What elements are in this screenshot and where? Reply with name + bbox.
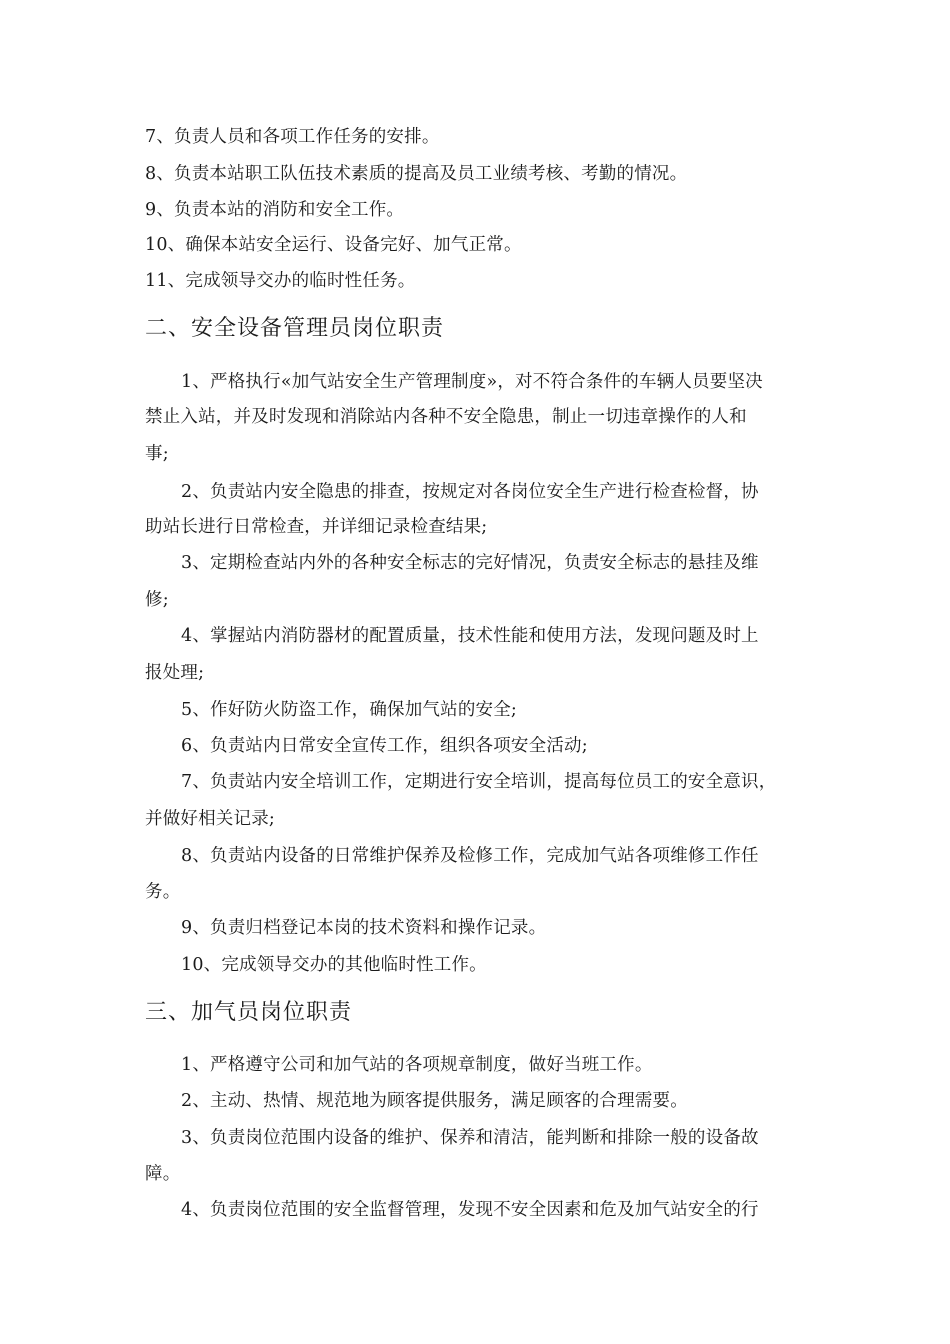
paragraph-line: 助站长进行日常检查，并详细记录检查结果; <box>145 517 488 537</box>
paragraph-line: 5、作好防火防盗工作，确保加气站的安全; <box>181 700 518 720</box>
paragraph-line: 10、完成领导交办的其他临时性工作。 <box>181 955 487 975</box>
paragraph-line: 8、负责站内设备的日常维护保养及检修工作，完成加气站各项维修工作任 <box>181 846 759 866</box>
section-heading: 二、安全设备管理员岗位职责 <box>145 316 445 341</box>
paragraph-line: 1、严格执行«加气站安全生产管理制度»，对不符合条件的车辆人员要坚决 <box>181 372 763 392</box>
paragraph-line: 事; <box>145 444 169 464</box>
list-item: 9、负责本站的消防和安全工作。 <box>145 200 405 220</box>
list-item: 11、完成领导交办的临时性任务。 <box>145 271 416 291</box>
paragraph-line: 4、负责岗位范围的安全监督管理，发现不安全因素和危及加气站安全的行 <box>181 1200 759 1220</box>
paragraph-line: 3、负责岗位范围内设备的维护、保养和清洁，能判断和排除一般的设备故 <box>181 1128 759 1148</box>
paragraph-line: 障。 <box>145 1164 181 1184</box>
paragraph-line: 2、主动、热情、规范地为顾客提供服务，满足顾客的合理需要。 <box>181 1091 688 1111</box>
paragraph-line: 7、负责站内安全培训工作，定期进行安全培训，提高每位员工的安全意识， <box>181 772 777 792</box>
paragraph-line: 4、掌握站内消防器材的配置质量，技术性能和使用方法，发现问题及时上 <box>181 626 759 646</box>
paragraph-line: 务。 <box>145 882 181 902</box>
paragraph-line: 修; <box>145 590 169 610</box>
section-heading: 三、加气员岗位职责 <box>145 1000 353 1025</box>
paragraph-line: 报处理; <box>145 663 205 683</box>
list-item: 7、负责人员和各项工作任务的安排。 <box>145 127 440 147</box>
paragraph-line: 1、严格遵守公司和加气站的各项规章制度，做好当班工作。 <box>181 1055 653 1075</box>
paragraph-line: 禁止入站，并及时发现和消除站内各种不安全隐患，制止一切违章操作的人和 <box>145 407 747 427</box>
paragraph-line: 2、负责站内安全隐患的排查，按规定对各岗位安全生产进行检查检督，协 <box>181 482 759 502</box>
paragraph-line: 6、负责站内日常安全宣传工作，组织各项安全活动; <box>181 736 588 756</box>
list-item: 8、负责本站职工队伍技术素质的提高及员工业绩考核、考勤的情况。 <box>145 164 688 184</box>
paragraph-line: 并做好相关记录; <box>145 809 275 829</box>
list-item: 10、确保本站安全运行、设备完好、加气正常。 <box>145 235 522 255</box>
paragraph-line: 9、负责归档登记本岗的技术资料和操作记录。 <box>181 918 547 938</box>
paragraph-line: 3、定期检查站内外的各种安全标志的完好情况，负责安全标志的悬挂及维 <box>181 553 759 573</box>
